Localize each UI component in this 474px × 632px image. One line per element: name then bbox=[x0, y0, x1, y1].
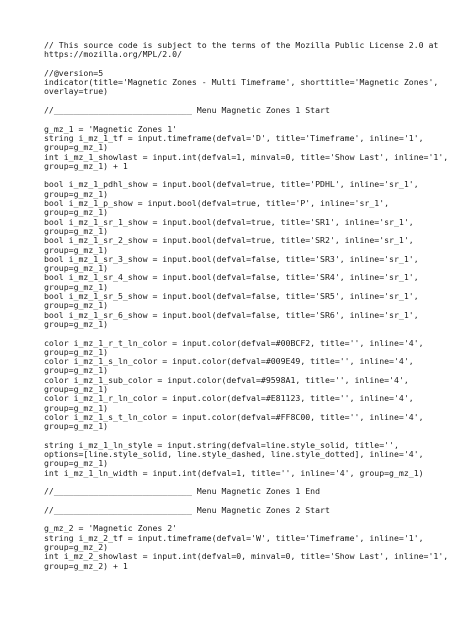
code-line: https://mozilla.org/MPL/2.0/ bbox=[44, 49, 183, 60]
code-line: //____________________________ Menu Magnetic Zones 2 Start bbox=[44, 504, 330, 515]
code-line: color i_mz_1_sub_color = input.color(defval=#9598A1, title='', inline='4', bbox=[44, 374, 409, 385]
code-line: color i_mz_1_s_ln_color = input.color(defval=#009E49, title='', inline='4', bbox=[44, 356, 414, 367]
code-line: bool i_mz_1_sr_6_show = input.bool(defval=false, title='SR6', inline='sr_1', bbox=[44, 309, 419, 320]
code-line: string i_mz_2_tf = input.timeframe(defval='W', title='Timeframe', inline='1', bbox=[44, 532, 424, 543]
code-line: group=g_mz_1) bbox=[44, 244, 109, 255]
code-block bbox=[44, 106, 444, 115]
code-line: group=g_mz_2) + 1 bbox=[44, 560, 128, 571]
code-block bbox=[44, 180, 444, 329]
code-block bbox=[44, 123, 449, 171]
code-line: string i_mz_1_ln_style = input.string(defval=line.style_solid, title='', bbox=[44, 439, 399, 450]
code-line: color i_mz_1_r_ln_color = input.color(defval=#E81123, title='', inline='4', bbox=[44, 393, 414, 404]
code-line: string i_mz_1_tf = input.timeframe(defval='D', title='Timeframe', inline='1', bbox=[44, 132, 424, 143]
code-line: color i_mz_1_s_t_ln_color = input.color(defval=#FF8C00, title='', inline='4', bbox=[44, 411, 424, 422]
code-block bbox=[44, 506, 444, 515]
code-line: group=g_mz_1) bbox=[44, 207, 109, 218]
code-line: options=[line.style_solid, line.style_dashed, line.style_dotted], inline='4', bbox=[44, 449, 424, 460]
code-block bbox=[44, 41, 444, 60]
code-line: group=g_mz_1) bbox=[44, 383, 109, 394]
code-line: bool i_mz_1_sr_3_show = input.bool(defval=false, title='SR3', inline='sr_1', bbox=[44, 253, 419, 264]
code-line: group=g_mz_2) bbox=[44, 542, 109, 553]
code-line: bool i_mz_1_sr_2_show = input.bool(defval=true, title='SR2', inline='sr_1', bbox=[44, 235, 414, 246]
code-line: g_mz_2 = 'Magnetic Zones 2' bbox=[44, 523, 178, 534]
code-line: g_mz_1 = 'Magnetic Zones 1' bbox=[44, 123, 178, 134]
code-line: group=g_mz_1) + 1 bbox=[44, 160, 128, 171]
code-line: bool i_mz_1_sr_4_show = input.bool(defval=false, title='SR4', inline='sr_1', bbox=[44, 272, 419, 283]
code-line: bool i_mz_1_sr_1_show = input.bool(defval=true, title='SR1', inline='sr_1', bbox=[44, 216, 414, 227]
code-line: group=g_mz_1) bbox=[44, 421, 109, 432]
code-line: group=g_mz_1) bbox=[44, 300, 109, 311]
code-line: group=g_mz_1) bbox=[44, 142, 109, 153]
code-block bbox=[44, 523, 449, 571]
code-line: indicator(title='Magnetic Zones - Multi Timeframe', shorttitle='Magnetic Zones', bbox=[44, 77, 439, 88]
code-line: group=g_mz_1) bbox=[44, 346, 109, 357]
code-line: bool i_mz_1_p_show = input.bool(defval=true, title='P', inline='sr_1', bbox=[44, 198, 390, 209]
code-line: group=g_mz_1) bbox=[44, 263, 109, 274]
code-line: //____________________________ Menu Magnetic Zones 1 Start bbox=[44, 105, 330, 116]
code-line: group=g_mz_1) bbox=[44, 281, 109, 292]
code-line: group=g_mz_1) bbox=[44, 188, 109, 199]
code-line: bool i_mz_1_pdhl_show = input.bool(defval=true, title='PDHL', inline='sr_1', bbox=[44, 179, 419, 190]
blank-line bbox=[44, 60, 444, 69]
code-line: group=g_mz_1) bbox=[44, 402, 109, 413]
code-line: //@version=5 bbox=[44, 67, 104, 78]
code-block bbox=[44, 339, 444, 432]
code-line: // This source code is subject to the terms of the Mozilla Public License 2.0 at bbox=[44, 40, 439, 50]
code-line: group=g_mz_1) bbox=[44, 458, 109, 469]
code-line: group=g_mz_1) bbox=[44, 225, 109, 236]
code-line: bool i_mz_1_sr_5_show = input.bool(defval=false, title='SR5', inline='sr_1', bbox=[44, 291, 419, 302]
code-block bbox=[44, 487, 444, 496]
code-document bbox=[44, 40, 449, 571]
code-line: int i_mz_1_showlast = input.int(defval=1, minval=0, title='Show Last', inline='1', bbox=[44, 151, 449, 162]
code-line: overlay=true) bbox=[44, 86, 109, 97]
code-line: int i_mz_2_showlast = input.int(defval=0, minval=0, title='Show Last', inline='1', bbox=[44, 551, 449, 562]
code-line: int i_mz_1_ln_width = input.int(defval=1, title='', inline='4', group=g_mz_1) bbox=[44, 467, 424, 478]
code-line: group=g_mz_1) bbox=[44, 318, 109, 329]
code-line: color i_mz_1_r_t_ln_color = input.color(defval=#00BCF2, title='', inline='4', bbox=[44, 337, 424, 348]
code-line: group=g_mz_1) bbox=[44, 365, 109, 376]
code-block bbox=[44, 441, 444, 478]
code-block bbox=[44, 69, 444, 97]
code-line: //____________________________ Menu Magnetic Zones 1 End bbox=[44, 486, 321, 497]
